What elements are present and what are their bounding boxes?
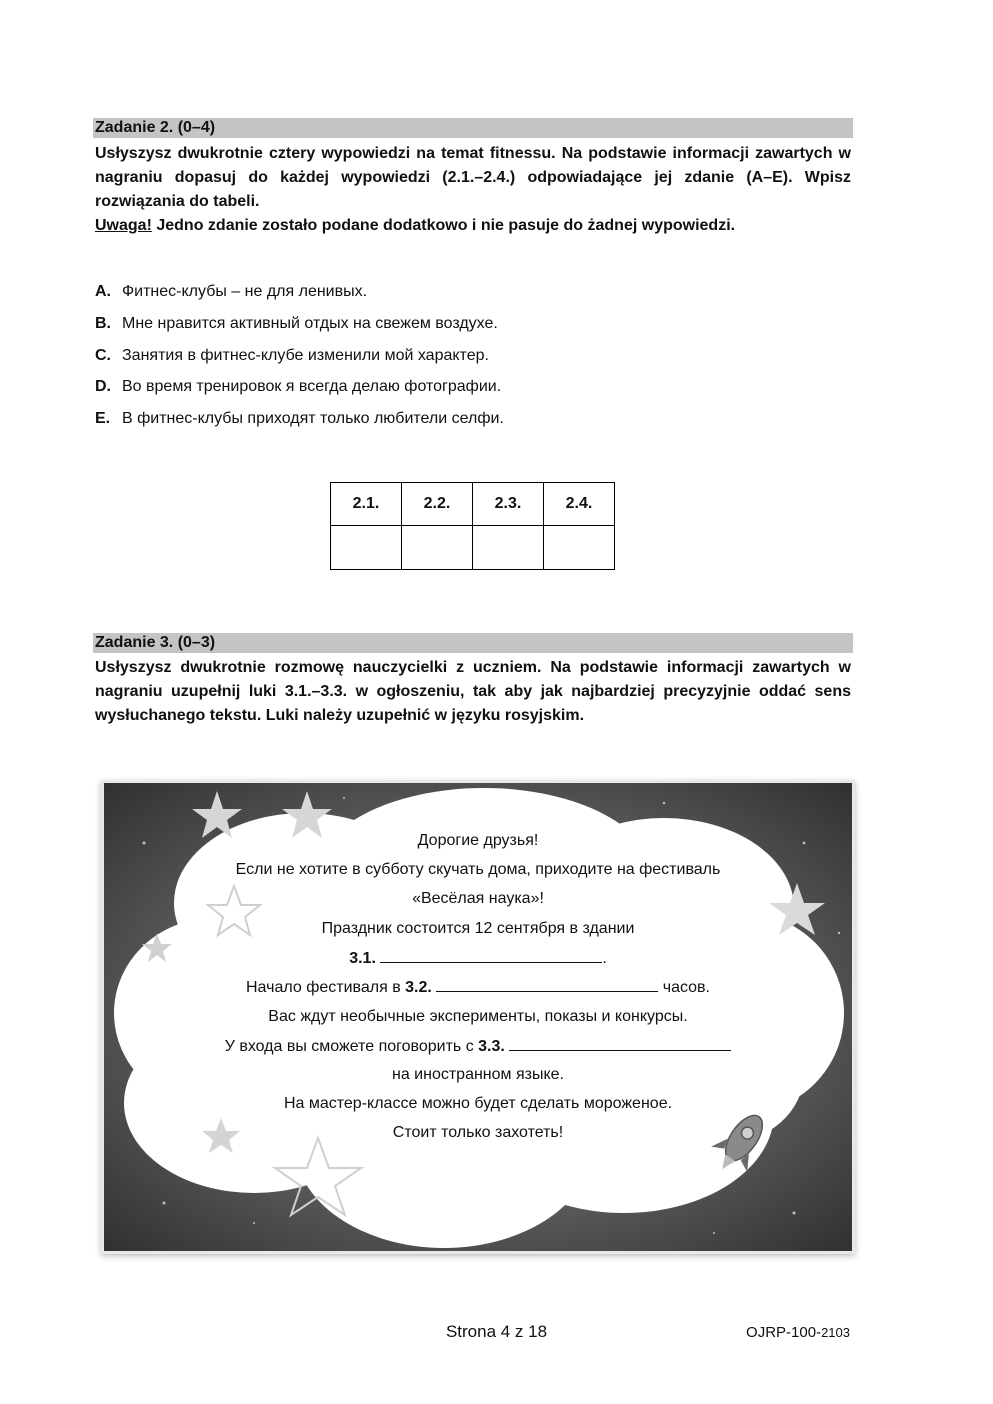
option-text: Мне нравится активный отдых на свежем воздухе. (122, 314, 498, 332)
gap-3-1-blank[interactable] (380, 948, 602, 963)
task2-header: Zadanie 2. (0–4) (93, 118, 853, 138)
option-letter: D. (95, 378, 111, 396)
answer-header-2-1: 2.1. (331, 483, 402, 526)
gap-line-3-2 (104, 977, 852, 998)
task3-instruction (95, 656, 851, 728)
note-text: Jedno zdanie zostało podane dodatkowo i nie pasuje do żadnej wypowiedzi. (151, 217, 736, 234)
answer-header-2-4: 2.4. (544, 483, 615, 526)
task2-note (95, 214, 851, 238)
task3-instruction-text: Usłyszysz dwukrotnie rozmowę nauczycielki z uczniem. Na podstawie informacji zawartych w nagraniu uzupełnij luki 3.1.–3.3. w ogłoszeniu, tak aby jak najbardziej precyzyjnie oddać sens wysłuchanego tekstu. Luki należy uzupełnić w języku rosyjskim. (95, 659, 851, 724)
festival-name: «Весёлая наука»! (412, 890, 544, 907)
closing-line: Стоит только захотеть! (392, 1124, 564, 1141)
entrance-text: У входа вы сможете поговорить с (224, 1038, 479, 1055)
option-list (95, 281, 855, 440)
page-number: Strona 4 z 18 (445, 1322, 548, 1341)
exam-code-suffix: 2103 (821, 1325, 850, 1340)
option-a (95, 281, 855, 313)
option-c (95, 345, 855, 377)
answer-cell-2-3[interactable] (473, 526, 544, 570)
option-text: В фитнес-клубы приходят только любители селфи. (122, 410, 504, 427)
announcement-line: На мастер-классе можно будет сделать мороженое. (283, 1095, 673, 1112)
option-d (95, 376, 855, 408)
answer-table (330, 482, 615, 570)
announcement-line: на иностранном языке. (391, 1066, 564, 1083)
exam-code (746, 1324, 850, 1341)
exam-code-main: OJRP-100- (746, 1324, 822, 1341)
announcement-line: Если не хотите в субботу скучать дома, приходите на фестиваль (235, 861, 721, 878)
task2-instruction (95, 142, 851, 238)
gap-line-3-1 (104, 948, 852, 969)
gap-3-1-period: . (602, 950, 607, 967)
option-b (95, 313, 855, 345)
hours-text: часов. (658, 979, 710, 996)
option-e (95, 408, 855, 440)
gap-label-3-2: 3.2. (405, 979, 432, 996)
answer-cell-2-1[interactable] (331, 526, 402, 570)
answer-header-2-2: 2.2. (402, 483, 473, 526)
answer-cell-2-4[interactable] (544, 526, 615, 570)
note-label: Uwaga! (95, 217, 152, 234)
gap-line-3-3 (104, 1036, 852, 1057)
option-letter: A. (95, 283, 111, 300)
gap-3-3-blank[interactable] (509, 1036, 731, 1051)
answer-cell-2-2[interactable] (402, 526, 473, 570)
gap-label-3-1: 3.1. (349, 950, 376, 967)
option-text: Фитнес-клубы – не для ленивых. (122, 283, 368, 300)
announcement-poster (104, 783, 852, 1251)
start-text: Начало фестиваля в (246, 979, 406, 996)
task3-header: Zadanie 3. (0–3) (93, 633, 853, 653)
gap-label-3-3: 3.3. (478, 1038, 505, 1055)
option-letter: E. (95, 410, 111, 427)
announcement-line: Праздник состоится 12 сентября в здании (321, 920, 635, 937)
option-letter: B. (95, 314, 111, 332)
option-text: Во время тренировок я всегда делаю фотографии. (122, 378, 502, 396)
option-text: Занятия в фитнес-клубе изменили мой характер. (122, 346, 489, 364)
greeting: Дорогие друзья! (417, 832, 539, 849)
gap-3-2-blank[interactable] (436, 977, 658, 992)
option-letter: C. (95, 346, 111, 364)
announcement-line: Вас ждут необычные эксперименты, показы и конкурсы. (268, 1008, 688, 1025)
task2-instruction-text: Usłyszysz dwukrotnie cztery wypowiedzi na temat fitnessu. Na podstawie informacji zawartych w nagraniu dopasuj do każdej wypowiedzi (2.1.–2.4.) odpowiadające jej zdanie (A–E). Wpisz rozwiązania do tabeli. (95, 145, 851, 210)
answer-header-2-3: 2.3. (473, 483, 544, 526)
